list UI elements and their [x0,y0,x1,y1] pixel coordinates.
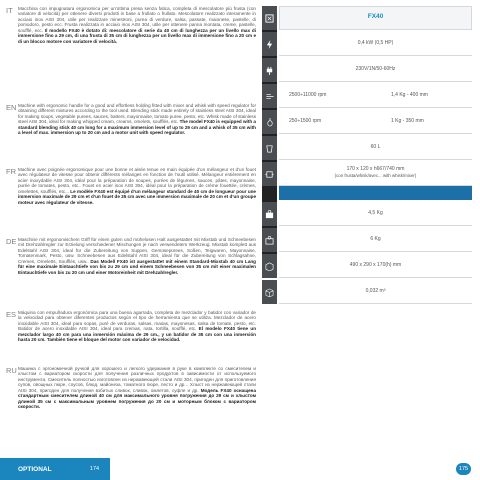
power-icon [262,32,277,56]
spec-row-power [279,32,472,56]
spec-value: 0,4 kW (0,5 HP) [357,40,394,46]
lang-text [18,103,256,136]
lang-block-en [6,103,256,173]
optional-label: OPTIONAL [18,465,52,473]
spec-value: 230V/1N/50-60Hz [355,66,396,72]
lang-code: DE [6,237,17,246]
section-divider [279,186,472,200]
spec-value-right: 1,4 Kg - 400 mm [391,92,428,98]
lang-bold: Das Modell FX40 ist ausgestattet mit einem Standard-Mixstab 40 cm Lang für eine maximale Eintauchtiefe von bis zu 29 cm und einem Schneebesen von 35 cm mit einer maximalen Eintauchtiefe von bis zu 20 cm und einer Motoreinheit mit Drehzahlregler. [18,258,256,275]
lang-block-ru [6,366,256,446]
spec-value-right: 1 Kg - 350 mm [391,118,424,124]
spec-row-capacity [279,136,472,160]
spec-value: 170 x 120 x h667/740 mm [346,166,405,172]
package-icon [262,254,277,278]
lang-block-fr [6,167,256,237]
lang-block-es [6,310,256,374]
spec-row-gross-weight [279,228,472,252]
spec-value: 4,5 Kg [368,210,383,216]
lang-block-de [6,237,256,312]
spec-row-dimensions [279,162,472,186]
lang-code: EN [6,103,17,112]
lang-bold: Il modello FX40 è dotato di: mescolatore di serie da 40 cm di lunghezza per un livello max di immersione fino a 29 cm, di una frusta di 35 cm di lunghezza per un livello max di immersione fino a 20 cm e di un blocco motore con variatore di velocità. [18,27,256,44]
model-icon [262,6,277,30]
spec-header [279,6,472,30]
page-number-left: 174 [87,463,102,475]
volume-icon [262,280,277,304]
model-title: FX40 [367,13,384,20]
net-weight-icon [262,202,277,226]
spec-row-voltage [279,58,472,82]
lang-body: Máquina con empuñadura ergonómica para una buena agarrada, completa de mezclador y batidor con variador de la velocidad para obtener diferentes productos según el tipo de herramienta que se utiliza. Mezclador de acero inoxidable AISI 304, ideal para sopas, puré de verduras, salsas, masas, mayonesas, salsa de tomate, pesto, etc. Batidor de acero inoxidable AISI 304, ideal para cremas, nata, tortilla, soufflé, etc. [18,310,256,332]
spec-value: 60 L [370,144,381,150]
capacity-icon [262,136,277,160]
lang-text [18,366,256,410]
spec-row-net-weight [279,202,472,226]
lang-bold: Le modèle FX40 est équipé d’un mélangeur standard de 40 cm de longueur pour une immersion maximale de 29 cm et d’un fouet de 35 cm avec une immersion maximale de 20 cm et d’un groupe moteur avec régulateur de vitesse. [18,188,256,205]
spec-value-left: 2500÷11000 rpm [289,92,327,98]
dimensions-icon [262,162,277,186]
spec-value: 0,032 m³ [365,288,386,294]
lang-code: ES [6,310,17,319]
page-number-right: 175 [456,463,471,475]
lang-text [18,310,256,343]
lang-text [18,6,256,44]
lang-body: Machine with ergonomic handle for a good and effortless holding fitted with mixer and whisk with speed regulator for obtaining different mixtures according to the tool used. Blending stick made entirely of stainless steel AISI 304, ideal for making soups, vegetable purees, sauces, batters, mayonnaise, tomato puree, pesto, etc. Whisk made of stainless steel AISI 304, ideal for making whipped cream, creams, omelets, soufflés, etc. [18,103,256,125]
spec-value-left: 250÷1500 rpm [289,118,322,124]
lang-bold: The model FX40 is equipped with a standard blending stick 40 cm long for a maximum immersion level of up to 29 cm and a whisk of 35 cm with a level of max. immersion up to 20 cm and a motor unit with speed regulator. [18,119,256,136]
lang-block-it [6,6,256,86]
lang-bold: El modelo FX40 tiene un mezclador largo 40 cm para una inmersión máxima de 29 cm., y un batidor de 35 cm con una inmersión hasta 20 cm. También tiene el bloque del motor con variador de velocidad. [18,326,256,343]
spec-row-package [279,254,472,278]
whisk-speed-icon [262,110,277,134]
spec-row-volume [279,280,472,304]
lang-code: FR [6,167,16,176]
lang-text [18,167,256,205]
spec-value: 6 Kg [370,236,381,242]
lang-body: Machine avec poignée ergonomique pour une bonne et aisée tenue en main équipée d’un mélangeur et d’un fouet avec régulateur de vitesse pour obtenir différents mélanges en fonction de l’outil utilisé. Mélangeur entièrement en acier inoxydable AISI 304, idéal pour la préparation de soupes, purées de légumes, sauces, pâtes, mayonnaise, purée de tomates, pesto, etc.. Fouet en acier inox AISI 304, idéal pour la préparation de crème fouettée, crèmes, omelettes, soufflés, etc... [18,167,256,194]
lang-text [18,237,256,275]
gross-weight-icon [262,228,277,252]
lang-body: Macchina con impugnatura ergonomica per un’ottima presa senza fatica, completa di mescolatore più frusta (con variatore di velocità) per ottenere diversi prodotti in base a frullato o frullato. Mescolatore realizzato interamente in acciaio inox AISI 304, utile per realizzare minestroni, purea di verdure, salsa, passate, maionese, pastelle, di pomodoro, pesto ecc. Frusta realizzata in acciaio inox AISI 304, utile per ottenere panna montata, creme, pastelle, soufflé, ecc. [18,6,256,33]
lang-body: Maschine mit ergonomischem Griff für einen guten und mühelosen Halt ausgestattet mit Mixstab und Schneebesen mit Drehzahlregler zur Erzielung verschiedener Mischungen je nach verwendetem Werkzeug. Mixstab komplett aus Edelstahl AISI 304, ideal für die Zubereitung von Suppen, Gemüsepürees, Soßen, Teigwaren, Mayonnaise, Tomatenmark, Pesto, usw. Schneebesen aus Edelstahl AISI 304, ideal für die Zubereitung von Schlagsahne, Cremes, Omeletts, Soufflés, usw.. [18,237,256,264]
speed-icon [262,84,277,108]
spec-row-mixer-speed [279,84,472,108]
spec-value: 490 x 290 x 170(h) mm [349,262,402,268]
lang-code: RU [6,366,17,375]
lang-bold: Модель FX40 оснащена стандартным смесителем длиной 40 см для максимального уровня погружения до 29 см и хлыстом длиной 35 см с максимальным уровнем погружения до 20 см и моторным блоком с вариатором скорости. [18,387,256,410]
spec-row-whisk-speed [279,110,472,134]
lang-code: IT [6,6,13,15]
lang-body: Машина с эргономичной ручкой для хорошего и легкого удержания в руке в комплекте со смесителем и хлыстом с вариатором скорости для получения различных продуктов в зависимости от используемого инструмента. Смеситель полностью изготовлен из нержавеющей стали AISI 304, пригоден для приготовления супов, овощных пюре, соусов, блюд, майонеза, томатного пюре, песто и др... Хлыст из нержавеющей стали AISI 304, пригоден для получения взбитых сливок, сливок, омлетов, суфле и др. [18,366,256,393]
plug-icon [262,58,277,82]
spec-subvalue: (con frusta/whisk/avec... with whisk/mixer) [334,173,417,178]
